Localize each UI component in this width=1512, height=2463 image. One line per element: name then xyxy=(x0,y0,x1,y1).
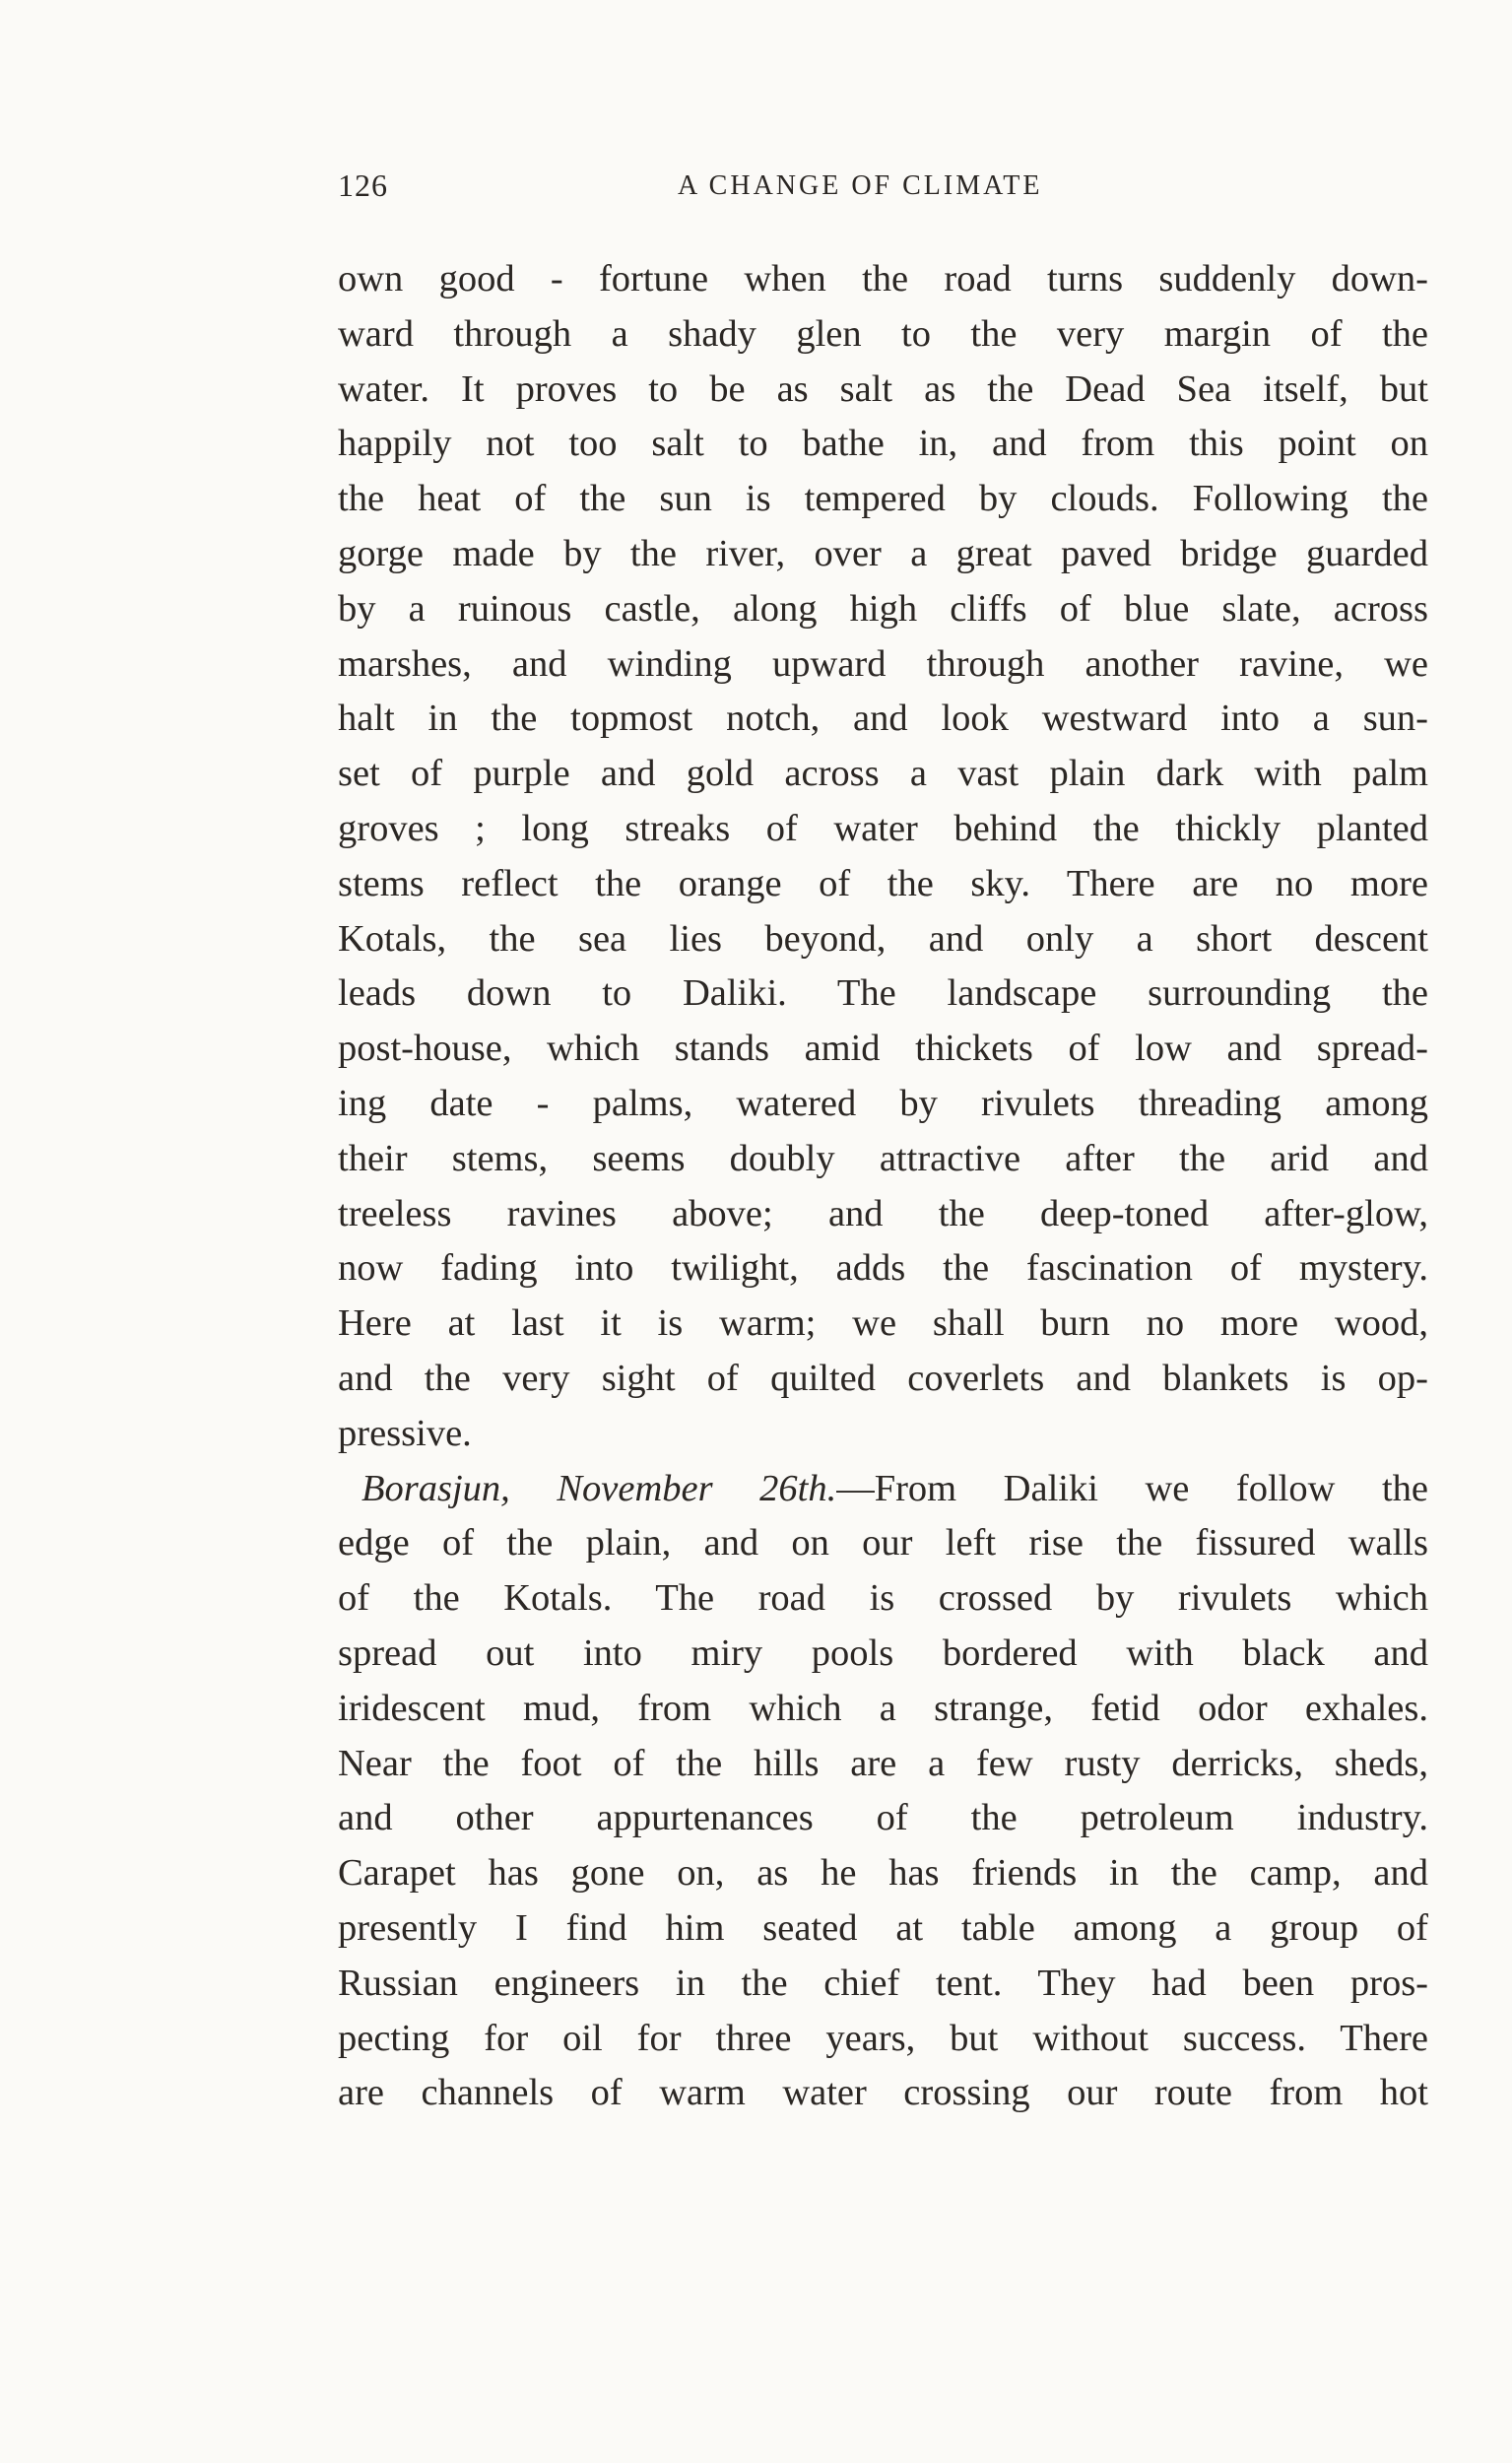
text-line: Near the foot of the hills are a few rusty derricks, sheds, xyxy=(338,1742,1428,1784)
text-line: now fading into twilight, adds the fascination of mystery. xyxy=(338,1247,1428,1290)
text-line: stems reflect the orange of the sky. There are no more xyxy=(338,862,1428,904)
text-line: and the very sight of quilted coverlets and blankets is op- xyxy=(338,1357,1428,1399)
text-line: of the Kotals. The road is crossed by rivulets which xyxy=(338,1577,1428,1620)
text-line: post-house, which stands amid thickets of low and spread- xyxy=(338,1028,1428,1070)
page-header xyxy=(338,167,1428,213)
running-head: A CHANGE OF CLIMATE xyxy=(678,170,1043,201)
text-line: the heat of the sun is tempered by clouds. Following the xyxy=(338,478,1428,520)
text-line: marshes, and winding upward through another ravine, we xyxy=(338,642,1428,685)
text-line: Kotals, the sea lies beyond, and only a short descent xyxy=(338,917,1428,960)
text-line: water. It proves to be as salt as the Dead Sea itself, but xyxy=(338,367,1428,410)
text-line: happily not too salt to bathe in, and from this point on xyxy=(338,423,1428,465)
dateline-continuation: —From Daliki we follow the xyxy=(836,1467,1428,1509)
text-line: leads down to Daliki. The landscape surrounding the xyxy=(338,972,1428,1015)
text-line: groves ; long streaks of water behind the thickly planted xyxy=(338,807,1428,849)
text-line: Carapet has gone on, as he has friends in the camp, and xyxy=(338,1852,1428,1895)
dateline: Borasjun, November 26th. xyxy=(362,1467,837,1509)
text-line: iridescent mud, from which a strange, fetid odor exhales. xyxy=(338,1687,1428,1729)
text-line: and other appurtenances of the petroleum industry. xyxy=(338,1797,1428,1839)
text-line: by a ruinous castle, along high cliffs of blue slate, across xyxy=(338,587,1428,630)
text-line: ward through a shady glen to the very margin of the xyxy=(338,312,1428,355)
text-line: presently I find him seated at table among a group of xyxy=(338,1906,1428,1949)
text-line: gorge made by the river, over a great paved bridge guarded xyxy=(338,532,1428,574)
text-line: are channels of warm water crossing our route from hot xyxy=(338,2072,1428,2114)
text-line: set of purple and gold across a vast plain dark with palm xyxy=(338,753,1428,795)
text-line: spread out into miry pools bordered with black and xyxy=(338,1631,1428,1674)
text-line: their stems, seems doubly attractive after the arid and xyxy=(338,1137,1428,1179)
page-number: 126 xyxy=(338,167,388,203)
text-line: pressive. xyxy=(338,1412,472,1454)
text-line: pecting for oil for three years, but without success. There xyxy=(338,2017,1428,2059)
body-text xyxy=(338,252,1428,2121)
text-line: ing date - palms, watered by rivulets threading among xyxy=(338,1082,1428,1124)
paragraph-opening-line xyxy=(338,1462,1428,1517)
text-line: treeless ravines above; and the deep-toned after-glow, xyxy=(338,1192,1428,1234)
text-line: Russian engineers in the chief tent. They had been pros- xyxy=(338,1962,1428,2004)
text-line: halt in the topmost notch, and look westward into a sun- xyxy=(338,698,1428,740)
text-line: edge of the plain, and on our left rise the fissured walls xyxy=(338,1522,1428,1564)
text-line: own good - fortune when the road turns suddenly down- xyxy=(338,258,1428,300)
text-line: Here at last it is warm; we shall burn no more wood, xyxy=(338,1302,1428,1345)
